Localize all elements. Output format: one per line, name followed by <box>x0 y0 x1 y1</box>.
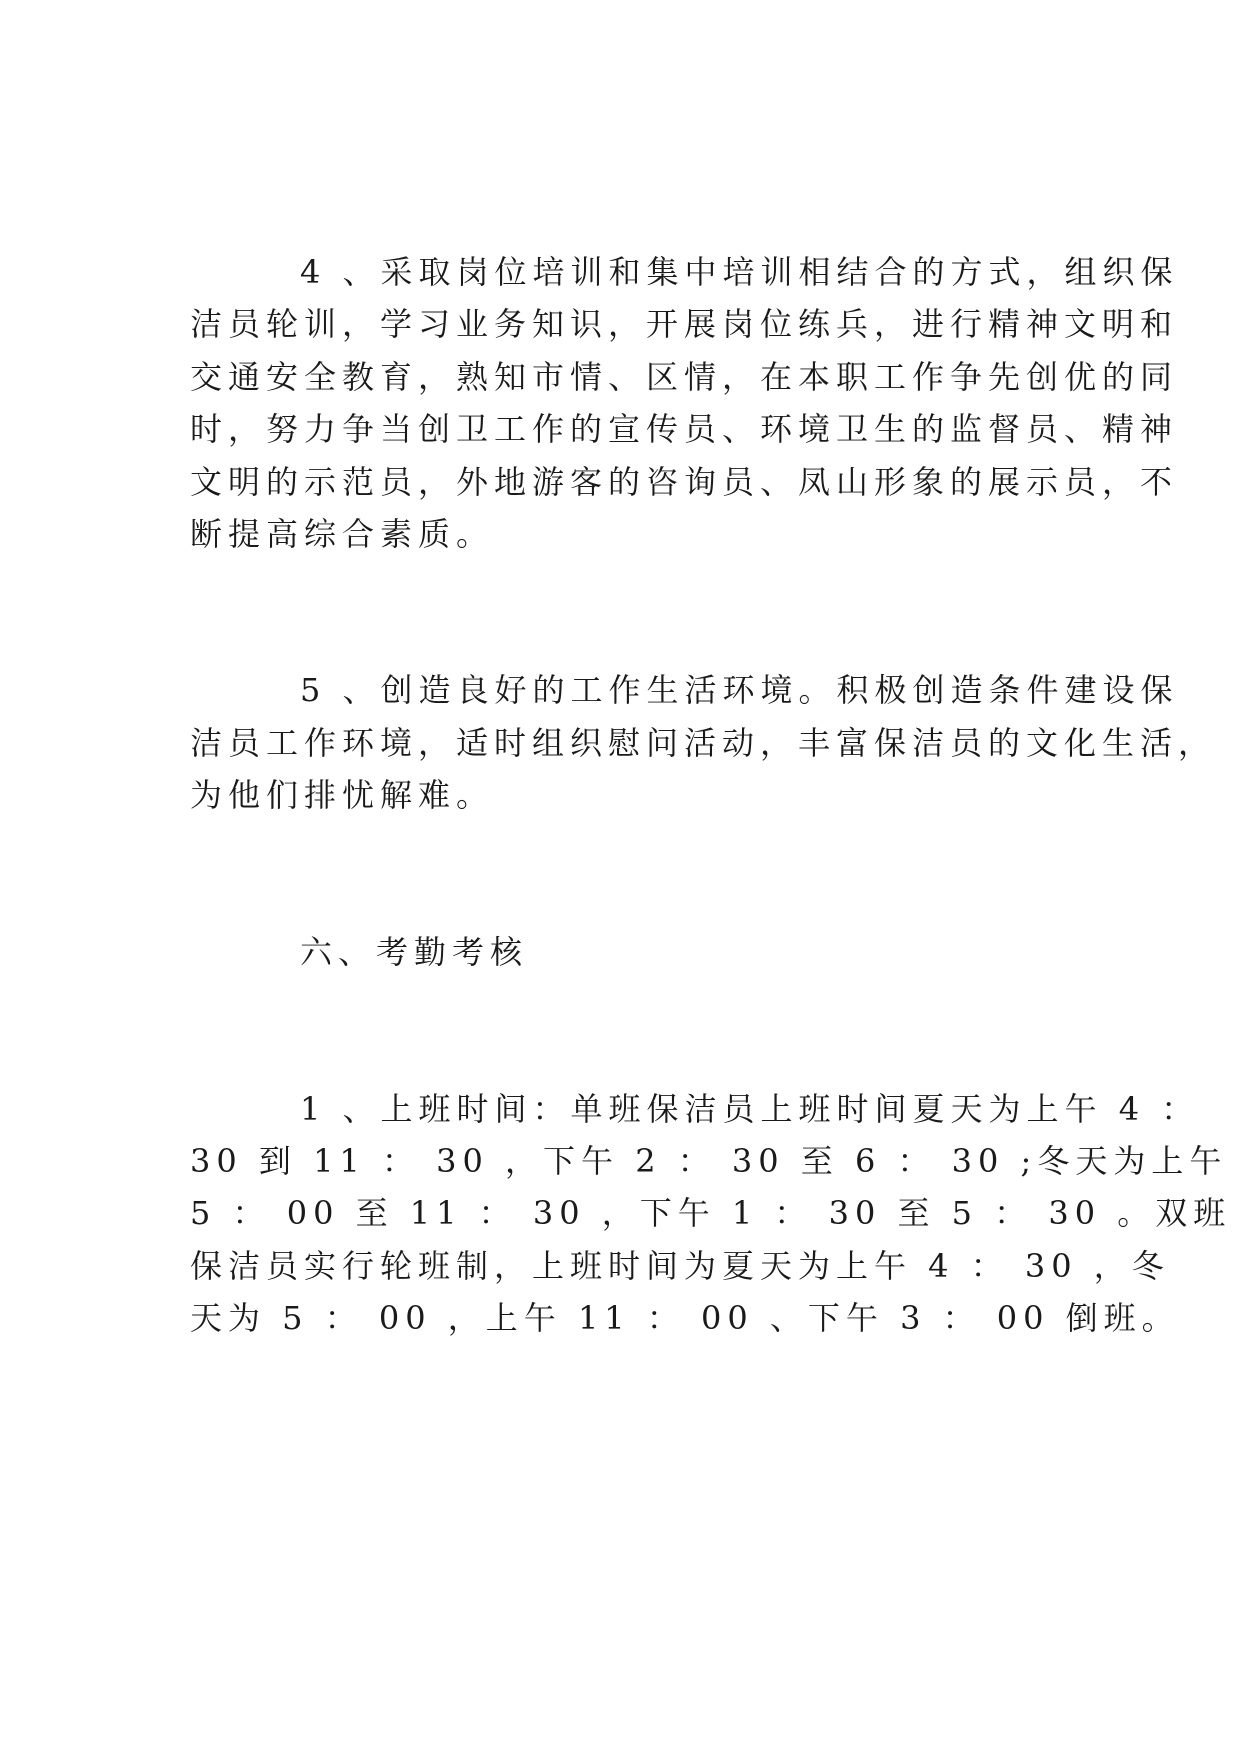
paragraph-line: 洁员工作环境，适时组织慰问活动，丰富保洁员的文化生活， <box>190 724 1217 762</box>
paragraph-line: 交通安全教育，熟知市情、区情，在本职工作争先创优的同 <box>190 358 1179 396</box>
paragraph-line: 时，努力争当创卫工作的宣传员、环境卫生的监督员、精神 <box>190 410 1179 448</box>
paragraph-line: 5 ： 00 至 11 ： 30 ，下午 1 ： 30 至 5 ： 30 。双班 <box>190 1194 1232 1232</box>
paragraph-line: 30 到 11 ： 30 ，下午 2 ： 30 至 6 ： 30 ;冬天为上午 <box>190 1142 1228 1180</box>
paragraph-line: 洁员轮训，学习业务知识，开展岗位练兵，进行精神文明和 <box>190 305 1179 343</box>
paragraph-line: 文明的示范员，外地游客的咨询员、凤山形象的展示员，不 <box>190 463 1179 501</box>
section-heading: 六、考勤考核 <box>300 933 529 971</box>
paragraph-line: 1 、上班时间：单班保洁员上班时间夏天为上午 4 ： <box>300 1090 1200 1128</box>
paragraph-line: 5 、创造良好的工作生活环境。积极创造条件建设保 <box>300 671 1179 709</box>
paragraph-line: 保洁员实行轮班制，上班时间为夏天为上午 4 ： 30 ，冬 <box>190 1247 1170 1285</box>
paragraph-line: 天为 5 ： 00 ，上午 11 ： 00 、下午 3 ： 00 倒班。 <box>190 1299 1180 1337</box>
paragraph-line: 为他们排忧解难。 <box>190 776 495 814</box>
paragraph-line: 断提高综合素质。 <box>190 515 495 553</box>
paragraph-line: 4 、采取岗位培训和集中培训相结合的方式，组织保 <box>300 253 1179 291</box>
